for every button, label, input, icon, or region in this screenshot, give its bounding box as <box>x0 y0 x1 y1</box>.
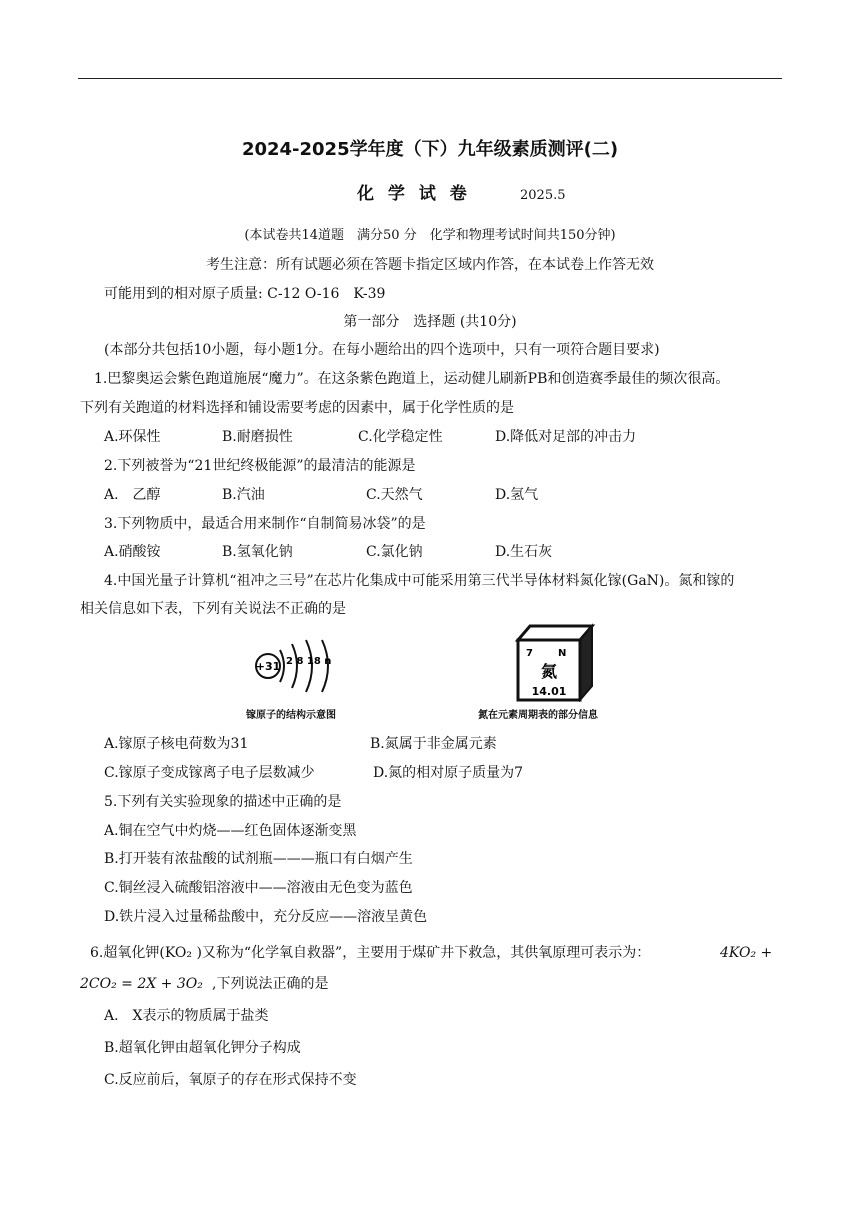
q6-option-c: C.反应前后，氧原子的存在形式保持不变 <box>104 1072 357 1088</box>
subject-title: 化 学 试 卷 <box>357 184 471 204</box>
q2-option-a: A. 乙醇 <box>104 487 161 503</box>
nitrogen-element-cube <box>512 622 596 702</box>
q6-option-a: A. X表示的物质属于盐类 <box>104 1008 269 1024</box>
atomic-mass-note: 可能用到的相对原子质量: C-12 O-16 K-39 <box>104 286 386 302</box>
q1-option-a: A.环保性 <box>104 429 161 445</box>
q6-option-b: B.超氧化钾由超氧化钾分子构成 <box>104 1040 301 1056</box>
q6-stem-line2: ,下列说法正确的是 <box>212 976 329 992</box>
q6-equation-part2: 2CO₂ = 2X + 3O₂ <box>80 976 203 992</box>
q4-stem-line2: 相关信息如下表，下列有关说法不正确的是 <box>80 601 346 617</box>
q2-option-b: B.汽油 <box>222 487 265 503</box>
exam-notice: 考生注意：所有试题必须在答题卡指定区域内作答，在本试卷上作答无效 <box>206 257 654 273</box>
element-symbol: N <box>558 648 567 659</box>
nitrogen-figure-caption: 氮在元素周期表的部分信息 <box>478 710 598 721</box>
element-name: 氮 <box>540 662 558 681</box>
exam-info: (本试卷共14道题 满分50 分 化学和物理考试时间共150分钟) <box>244 228 616 243</box>
gallium-atom-diagram <box>250 638 360 694</box>
q4-option-b: B.氮属于非金属元素 <box>370 736 497 752</box>
q6-stem-line1: 6.超氧化钾(KO₂ )又称为“化学氧自救器”，主要用于煤矿井下救急，其供氧原理可表示为： <box>90 945 651 961</box>
q1-stem-line2: 下列有关跑道的材料选择和铺设需要考虑的因素中，属于化学性质的是 <box>80 400 514 416</box>
q6-equation-part1: 4KO₂ + <box>720 945 773 961</box>
q2-option-d: D.氢气 <box>495 487 539 503</box>
q5-option-d: D.铁片浸入过量稀盐酸中，充分反应——溶液呈黄色 <box>104 909 428 925</box>
nucleus-label: +31 <box>255 660 281 673</box>
shell-electrons-label: 2 8 18 n <box>286 656 332 667</box>
exam-date: 2025.5 <box>520 188 566 203</box>
q3-option-b: B.氢氧化钠 <box>222 544 293 560</box>
q2-option-c: C.天然气 <box>366 487 423 503</box>
gallium-figure-caption: 镓原子的结构示意图 <box>246 710 336 721</box>
q3-option-a: A.硝酸铵 <box>104 544 161 560</box>
q5-option-a: A.铜在空气中灼烧——红色固体逐渐变黑 <box>104 823 357 839</box>
q4-option-a: A.镓原子核电荷数为31 <box>104 736 249 752</box>
q5-option-c: C.铜丝浸入硫酸铝溶液中——溶液由无色变为蓝色 <box>104 880 413 896</box>
top-rule <box>78 78 782 79</box>
q3-stem: 3.下列物质中，最适合用来制作“自制简易冰袋”的是 <box>104 516 426 532</box>
q3-option-c: C.氯化钠 <box>366 544 423 560</box>
atomic-number: 7 <box>526 648 533 659</box>
q5-stem: 5.下列有关实验现象的描述中正确的是 <box>104 794 342 810</box>
q1-stem-line1: 1.巴黎奥运会紫色跑道施展“魔力”。在这条紫色跑道上，运动健儿刷新PB和创造赛季最佳的频次很高。 <box>94 371 730 387</box>
q4-option-d: D.氮的相对原子质量为7 <box>373 765 524 781</box>
exam-title: 2024-2025学年度（下）九年级素质测评(二) <box>241 139 619 160</box>
atomic-mass: 14.01 <box>531 685 567 698</box>
q2-stem: 2.下列被誉为“21世纪终极能源”的最清洁的能源是 <box>104 458 416 474</box>
q1-option-d: D.降低对足部的冲击力 <box>495 429 637 445</box>
section-title: 第一部分 选择题 (共10分) <box>343 314 517 330</box>
q4-stem-line1: 4.中国光量子计算机“祖冲之三号”在芯片化集成中可能采用第三代半导体材料氮化镓(GaN)。氮和镓的 <box>104 573 735 589</box>
section-instruction: (本部分共包括10小题，每小题1分。在每小题给出的四个选项中，只有一项符合题目要求) <box>104 342 660 358</box>
q5-option-b: B.打开装有浓盐酸的试剂瓶———瓶口有白烟产生 <box>104 851 413 867</box>
q3-option-d: D.生石灰 <box>495 544 553 560</box>
q1-option-b: B.耐磨损性 <box>222 429 293 445</box>
q1-option-c: C.化学稳定性 <box>358 429 443 445</box>
q4-option-c: C.镓原子变成镓离子电子层数减少 <box>104 765 315 781</box>
